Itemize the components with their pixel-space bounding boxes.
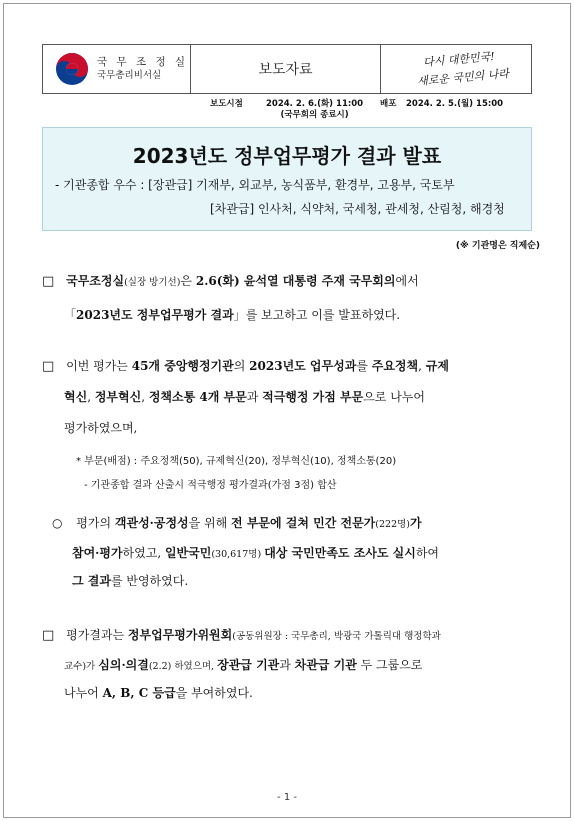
- page-title: 2023년도 정부업무평가 결과 발표: [132, 144, 442, 168]
- p2-major-policy: 주요정책: [371, 359, 419, 373]
- summary-line-2: [차관급] 인사처, 식약처, 국세청, 관세청, 산림청, 해경청: [210, 202, 505, 216]
- title-box: [42, 127, 532, 231]
- p4-and: 과: [279, 658, 295, 672]
- slogan-line-2: 새로운 국민의 나라: [416, 67, 510, 88]
- p2-innovation: 혁신: [64, 390, 88, 404]
- p2-text-c: 의: [233, 359, 250, 373]
- release-time-label: 보도시점: [210, 99, 243, 109]
- p1-meeting: 2.6(화) 윤석열 대통령 주재 국무회의: [195, 274, 396, 288]
- p1-report-text: 」를 보고하고 이를 발표하였다.: [233, 308, 401, 322]
- p3-experts: 전 부문에 걸쳐 민간 전문가: [231, 516, 376, 530]
- square-bullet-icon: □: [42, 274, 55, 289]
- release-time-value: [266, 99, 363, 121]
- p4-minister-level: 장관급 기관: [217, 658, 280, 672]
- agency-order-note: (※ 기관명은 직제순): [455, 241, 540, 251]
- p4-text-end: 을 부여하였다.: [175, 686, 253, 700]
- p2-text-e: 를: [356, 359, 372, 373]
- org-name-primary: 국 무 조 정 실: [97, 56, 189, 68]
- p4-grades: A, B, C 등급: [102, 686, 176, 700]
- p3-line-2: [72, 544, 439, 561]
- government-logo: [43, 45, 191, 93]
- doc-type: 보도자료: [191, 45, 381, 93]
- p3-line-3: [72, 572, 188, 589]
- page-number: - 1 -: [277, 792, 297, 803]
- p4-line-2: [64, 656, 422, 673]
- p1-org: 국무조정실: [66, 274, 125, 288]
- p4-line-3: [64, 684, 253, 701]
- p2-sub-note-2: - 기관종합 결과 산출시 적극행정 평가결과(가점 3점) 합산: [84, 480, 337, 491]
- p4-date: (2.2) 하였으며,: [148, 661, 218, 672]
- p2-text-f: 과: [246, 390, 263, 404]
- p4-text-a: 평가결과는: [66, 628, 128, 642]
- p4-vice-minister-level: 차관급 기관: [294, 658, 357, 672]
- p1-bracket-open: 「: [64, 308, 77, 322]
- p3-participation: 참여·평가: [72, 546, 123, 560]
- summary-line-1: - 기관종합 우수 : [장관급] 기재부, 외교부, 농식품부, 환경부, 고용부, 국토부: [55, 178, 455, 192]
- release-time-line-1: 2024. 2. 6.(화) 11:00: [266, 99, 364, 109]
- p4-resolution: 심의·의결: [98, 658, 149, 672]
- p2-regulation: 규제: [425, 359, 449, 373]
- p3-text-a: 평가의: [76, 516, 115, 530]
- p3-particle: 가: [410, 516, 422, 530]
- p2-performance: 2023년도 업무성과: [249, 359, 357, 373]
- org-name-secondary: 국무총리비서실: [97, 70, 162, 81]
- p4-two-groups: 두 그룹으로: [356, 658, 423, 672]
- p2-four-sectors: 정책소통 4개 부문: [148, 390, 247, 404]
- release-time-line-2: (국무회의 종료시): [280, 110, 349, 120]
- p1-text-end: 에서: [395, 274, 419, 288]
- p3-text-f: 하여: [415, 546, 440, 560]
- p3-result: 그 결과: [72, 574, 111, 588]
- p4-committee: 정부업무평가위원회: [127, 628, 233, 642]
- p2-text-a: 이번 평가는: [66, 359, 132, 373]
- p2-comma-3: ,: [141, 390, 149, 404]
- p3-expert-count: (222명): [375, 519, 411, 530]
- p3-text-end: 를 반영하였다.: [110, 574, 189, 588]
- slogan: [381, 45, 531, 93]
- square-bullet-icon: □: [42, 359, 55, 374]
- p3-line-1: [52, 514, 422, 531]
- p3-objectivity: 객관성·공정성: [114, 516, 189, 530]
- p2-agencies: 45개 중앙행정기관: [131, 359, 234, 373]
- p4-chairs: (공동위원장 : 국무총리, 박광국 가톨릭대 행정학과: [232, 631, 441, 642]
- p2-line-1: [42, 357, 449, 374]
- p3-text-c: 을 위해: [188, 516, 232, 530]
- p1-line-1: [42, 272, 419, 289]
- slogan-line-1: 다시 대한민국!: [422, 49, 496, 70]
- p2-line-3: 평가하였으며,: [64, 421, 138, 435]
- p2-text-h: 으로 나누어: [363, 390, 425, 404]
- press-header: [42, 44, 532, 94]
- circle-bullet-icon: ○: [52, 516, 63, 530]
- p2-line-2: [64, 388, 425, 405]
- square-bullet-icon: □: [42, 628, 55, 643]
- p1-line-2: [64, 306, 400, 323]
- p2-comma: ,: [418, 359, 426, 373]
- p1-report-title: 2023년도 정부업무평가 결과: [76, 308, 234, 322]
- p3-survey: 대상 국민만족도 조사도 실시: [264, 546, 416, 560]
- embargo-label: 배포: [380, 99, 397, 109]
- p3-public: 일반국민: [164, 546, 212, 560]
- p3-public-count: (30,617명): [211, 549, 265, 560]
- p1-text: 은: [180, 274, 196, 288]
- embargo-value: 2024. 2. 5.(월) 15:00: [406, 99, 504, 109]
- p4-line-1: [42, 626, 441, 643]
- p2-sub-note-1: * 부문(배점) : 주요정책(50), 규제혁신(20), 정부혁신(10), 정책소통(20): [76, 456, 397, 467]
- p4-text-divide: 나누어: [64, 686, 103, 700]
- taegeuk-icon: [55, 52, 89, 86]
- p4-professor: 교수)가: [64, 661, 99, 672]
- p2-bonus-sector: 적극행정 가점 부문: [262, 390, 364, 404]
- p2-gov-innovation: 정부혁신: [94, 390, 142, 404]
- p1-director: (실장 방기선): [124, 277, 181, 288]
- p3-text-b: 하였고,: [122, 546, 165, 560]
- p2-comma-2: ,: [87, 390, 95, 404]
